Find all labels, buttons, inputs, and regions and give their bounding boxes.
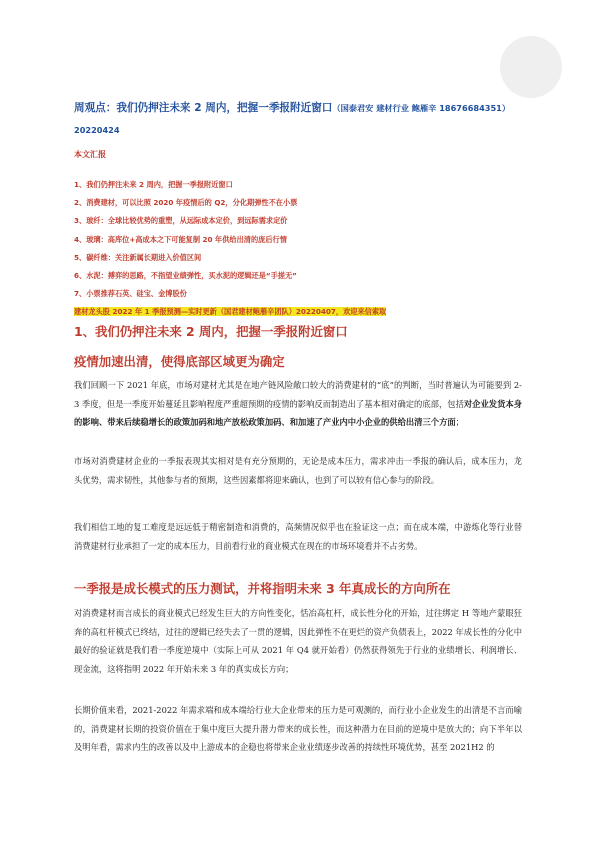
toc-item[interactable]: 4、玻璃：高库位+高成本之下可能复制 20 年供给出清的庞后行情	[74, 234, 287, 244]
toc-item[interactable]: 6、水泥：搏弈的思路，不指望业绩弹性，买水泥的逻辑还是“手搓无”	[74, 270, 297, 280]
toc-item[interactable]: 5、碳纤维：关注新属长期进入价值区间	[74, 252, 202, 262]
subheading-epidemic: 疫情加速出清，使得底部区域更为确定	[74, 354, 285, 369]
toc-item[interactable]: 2、消费建材，可以比照 2020 年疫情后的 Q2，分化期弹性不在小票	[74, 198, 298, 208]
report-title-source: （国泰君安 建材行业 鲍雁辛 18676684351）20220424	[74, 103, 511, 135]
subheading-q1-stress-test: 一季报是成长模式的压力测试，并将指明未来 3 年真成长的方向所在	[74, 581, 451, 596]
toc-item[interactable]: 1、我们仍押注未来 2 周内，把握一季报附近窗口	[74, 180, 233, 189]
paragraph-1: 我们回顾一下 2021 年底，市场对建材尤其是在地产链风险敞口较大的消费建材的“底”的判断，当时普遍认为可能要到 2-3 季度，但是一季度开始蔓延且影响程度严重超预期的疫情的影响反而制造出了基本相对确定的底部，包括对企业发货本身的影响、带来后续稳增长的政策加码和地产放松政策加码、和加速了产业内中小企业的供给出清三个方面；	[74, 380, 522, 427]
watermark-logo	[500, 36, 562, 98]
report-title	[74, 97, 534, 141]
paragraph-3: 我们相信工地的复工难度是远远低于精密制造和消费的，高频情况似乎也在验证这一点；而在成本端，中游炼化等行业替消费建材行业承担了一定的成本压力，目前看行业的商业模式在现在的市场环境看并不占劣势。	[74, 522, 522, 551]
paragraph-4: 对消费建材而言成长的商业模式已经发生巨大的方向性变化，恬冶高杠杆，成长性分化的开始，过往绑定 H 等地产蒙眼狂奔的高杠杆模式已终结，过往的逻辑已经失去了一贯的逻辑，因此弹性不在更烂的资产负债表上，2022 年成长性的分化中最好的验证就是我们看一季度逆境中（实际上可从 2021 年 Q4 就开始看）仍然获得领先于行业的业绩增长、利润增长、现金流，这将指明 2022 年开始未来 3 年的真实成长方向；	[74, 608, 522, 674]
table-of-contents	[74, 176, 544, 322]
report-title-main: 周观点：我们仍押注未来 2 周内，把握一季报附近窗口	[74, 102, 333, 114]
section-1-heading: 1、我们仍押注未来 2 周内，把握一季报附近窗口	[74, 324, 348, 339]
paragraph-5: 长期价值来看，2021-2022 年需求端和成本端给行业大企业带来的压力是可观测的，而行业小企业发生的出清是不言而喻的，消费建材长期的投资价值在于集中度巨大提升潜力带来的成长性，而这种潜力在目前的逆境中是放大的；向下半年以及明年看，需求内生的改善以及中上游成本的企稳也将带来企业业绩逐步改善的持续性环境优势，甚至 2021H2 的	[74, 705, 522, 752]
toc-item-highlighted[interactable]: 建材龙头股 2022 年 1 季报预测—实时更新（国君建材鲍雁辛团队）20220407，欢迎来信索取	[74, 307, 387, 317]
toc-item[interactable]: 7、小票推荐石英、硅宝、金博股份	[74, 289, 187, 299]
summary-heading: 本文汇报	[74, 150, 106, 159]
toc-item[interactable]: 3、玻纤：全球比较优势的重塑，从远际成本定价，到远际需求定价	[74, 216, 288, 226]
paragraph-2: 市场对消费建材企业的一季报表现其实相对是有充分预期的，无论是成本压力，需求冲击一季报的确认后，成本压力，龙头优势，需求韧性，其他参与者的预期，这些因素都将迎来确认，也到了可以较有信心参与的阶段。	[74, 456, 522, 485]
